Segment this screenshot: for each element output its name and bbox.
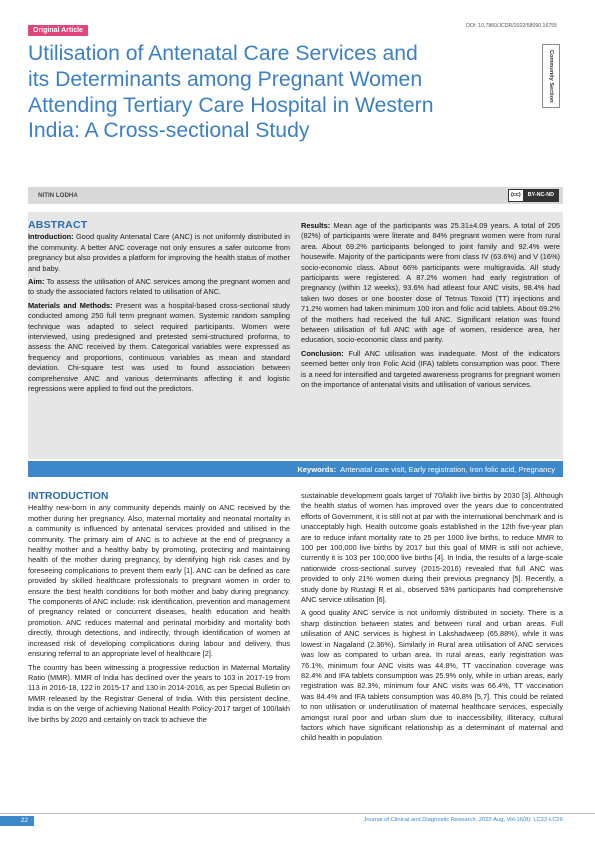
page-number: 22 [0,816,34,826]
label: Results: [301,221,331,230]
body-paragraph: A good quality ANC service is not uniformly distributed in society. There is a sharp distinction between states and between rural and urban areas. Full utilisation of ANC services is highest in Lakshadweep (65.88%), while it was lowest in Nagaland (2.36%). Similarly in Rural area utilisation of ANC services was low as compared to urban area. In rural areas, early registration was 76.1%, minimum four ANC visits was 44.8%, TT vaccination coverage was 82.4% and IFA tablets consumption was 25.9% only, while in urban areas, early registration was 82.3%, minimum four ANC visits was 66.4%, TT vaccination was 84.4% and IFA tablets consumption was 40.8% [5,7]. This could be related to non utilisation or underutilisation of maternal healthcare services, especially amongst rural poor and urban slum due to inaccessibility, illiteracy, cultural factors which have significant relationship as a determinant of maternal and child health in population [301,608,563,743]
label: Conclusion: [301,348,344,358]
keywords-text: Antenatal care visit, Early registration, Iron folic acid, Pregnancy [340,464,555,474]
introduction-heading: INTRODUCTION [28,490,109,502]
abstract-methods: Materials and Methods: Present was a hospital-based cross-sectional study conducted among 250 full term pregnant women. Systemic random sampling technique was adapted to select required participants. Women were interviewed, using predesigned and pretested semi-structured proforma, to assess the ANC received by them. Categorical variables were expressed as frequency and proportions, continuous variables as mean and standard deviation. Chi-square test was used to found association between comprehensive ANC and various determinants affecting it and logistic regressions were applied to find out the predictors. [28,300,290,394]
footer-rule [0,813,595,814]
section-tab-label: Community Section [548,49,554,103]
author-name: NITIN LODHA [38,192,78,199]
article-title [28,41,498,144]
keywords-bar [28,461,563,477]
cc-icon: (cc) [509,190,524,201]
label: Materials and Methods: [28,300,113,310]
license-badge[interactable] [508,189,559,202]
abstract-results: Results: Mean age of the participants was 25.31±4.09 years. A total of 205 (82%) of participants were literate and 84% pregnant women were from rural area. About 69.2% participants belonged to joint family and 92.4% were housewife. Majority of the participants were from class IV (63.6%) and V (16%) socio-economic class. About 66% participants were multigravida. All study participants were registered. A 87.2% women had early registration of pregnancy (within 12 weeks), 93.6% had atleast four ANC visits, 98.4% had taken two doses or one booster dose of Tetnus Toxoid (TT) injections and 71.2% women had taken minimum 100 iron and folic acid tablets. About 69.2% of the mothers had received the full ANC. Significant relation was found between utilisation of full ANC with age of women, residence area, her education, socio-economic class and parity. [301,221,560,345]
title-line: its Determinants among Pregnant Women [28,67,423,91]
abstract-heading: ABSTRACT [28,219,88,231]
body-right-column [301,491,563,747]
abstract-conclusion: Conclusion: Full ANC utilisation was inadequate. Most of the indicators seemed better only Iron Folic Acid (IFA) tablets consumption was poor. There is a need for intensified and targeted awareness programs for pregnant women on the importance of antenatal visits and utilisation of various services. [301,348,560,390]
label: Aim: [28,277,45,287]
body-paragraph: Healthy new-born in any community depends mainly on ANC received by the mother during her pregnancy. Also, maternal mortality and neonatal mortality in a community is influenced by antenatal services provided and utilised in the community. The primary aim of ANC is to achieve at the end of pregnancy a healthy mother and a healthy baby by promoting, protecting and maintaining health of the mother during pregnancy, by identifying high risk cases and by foreseeing complications to prevent them early [1]. ANC can be defined as care provided by skilled healthcare professionals to pregnant women in order to ensure the best health conditions for both mother and baby during pregnancy. The components of ANC include: risk identification, prevention and management of pregnancy related or concurrent diseases, health education and health promotion. ANC reduces maternal and perinatal morbidity and mortality both directly, through detections, and indirectly, through identification of women at increased risk of developing complications during labour and delivery, thus ensuring referral to an appropriate level of healthcare [2]. [28,503,290,659]
section-tab [542,44,560,108]
abstract-aim: Aim: To assess the utilisation of ANC services among the pregnant women and to study the associated factors related to utilisation of ANC. [28,277,290,297]
keywords-label: Keywords: [297,464,337,474]
label: Introduction: [28,232,74,242]
license-text: BY-NC-ND [524,190,558,201]
title-line: Utilisation of Antenatal Care Services and [28,42,418,65]
abstract-left-column [28,212,290,398]
article-type-badge: Original Article [28,25,88,36]
title-line: Attending Tertiary Care Hospital in Western [28,93,434,117]
abstract-right-column [301,221,560,394]
title-line: India: A Cross-sectional Study [28,119,310,143]
abstract-introduction: Introduction: Good quality Antenatal Care (ANC) is not uniformly distributed in the community. A better ANC coverage not only ensures a safer outcome from pregnancy but also provides a platform for improving the health status of mother and baby. [28,232,290,273]
body-paragraph: sustainable development goals target of 70/lakh live births by 2030 [3]. Although the health status of women has improved over the years due to concentrated efforts of Government, it is still not at par with the international benchmark and is unacceptably high. Health outcome goals established in the 12th five-year plan are to reduce infant mortality rate to 25 per 1000 live births, to reduce MMR to 100 per 100,000 live births by 2017 but this goal of MMR is still not achieve, currently it is 103 per 100,000 live births [4]. In India, the results of a large-scale nationwide cross-sectional survey (2015-2016) revealed that full ANC was provided to only 21% women during their previous pregnancy [5]. Recently, a study done by Rustagi R et al., observed 53% participants had comprehensive ANC service utilisation [6]. [301,491,563,605]
journal-citation: Journal of Clinical and Diagnostic Research. 2022 Aug, Vol-16(8): LC22-LC26 [363,817,563,823]
body-paragraph: The country has been witnessing a progressive reduction in Maternal Mortality Ratio (MMR). MMR of India has declined over the years to 103 in 2017-19 from 113 in 2016-18, 122 in 2015-17 and 130 in 2014-2016, as per Special Bulletin on MMR released by the Registrar General of India. With this persistent decline, India is on the verge of achieving National Health Policy-2017 target of 100/lakh live births by 2020 and certainly on track to achieve the [28,662,290,724]
abstract-box [28,212,563,459]
body-left-column [28,491,290,728]
doi-text[interactable]: DOI: 10.7860/JCDR/2022/58090.16755 [466,23,557,29]
author-bar [28,187,563,204]
